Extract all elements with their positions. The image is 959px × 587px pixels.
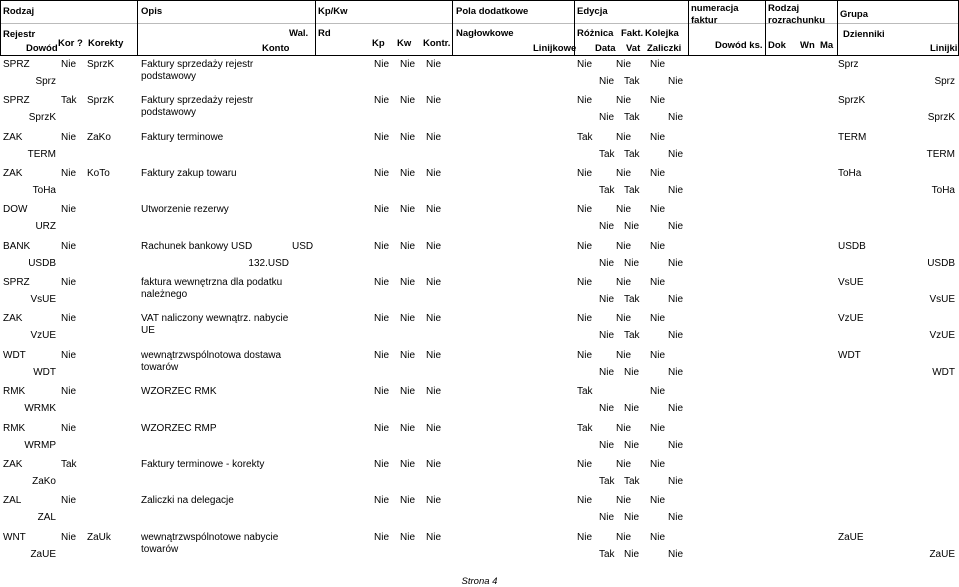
- cell-kontr: Nie: [426, 240, 442, 252]
- cell-kp: Nie: [374, 168, 390, 180]
- header-rozrachunku: rozrachunku: [768, 15, 826, 26]
- cell-edycja-fakt: Nie: [616, 277, 632, 289]
- table-row: [0, 239, 959, 275]
- cell-edycja-fakt: Nie: [616, 95, 632, 107]
- cell-kontr: Nie: [426, 458, 442, 470]
- cell-edycja-zaliczki: Nie: [668, 403, 684, 415]
- cell-dowod: ZAL: [37, 512, 56, 524]
- cell-opis: Faktury terminowe: [141, 131, 224, 143]
- header-divider: [688, 0, 689, 56]
- cell-edycja-zaliczki: Nie: [668, 330, 684, 342]
- cell-edycja-vat: Tak: [624, 294, 640, 306]
- cell-edycja-roznica: Nie: [577, 458, 593, 470]
- header-vat: Vat: [626, 43, 641, 54]
- cell-kor: Nie: [61, 131, 77, 143]
- header-dowod: Dowód: [26, 43, 58, 54]
- cell-korekty: ZaUk: [87, 531, 111, 543]
- table-row: [0, 93, 959, 129]
- cell-kontr: Nie: [426, 313, 442, 325]
- cell-kor: Nie: [61, 204, 77, 216]
- cell-edycja-vat: Tak: [624, 330, 640, 342]
- header-wal: Wal.: [289, 28, 309, 39]
- header-naglowkowe: Nagłowkowe: [456, 28, 514, 39]
- cell-grupa: TERM: [838, 131, 867, 143]
- cell-kp: Nie: [374, 349, 390, 361]
- cell-edycja-vat: Tak: [624, 185, 640, 197]
- cell-kp: Nie: [374, 240, 390, 252]
- cell-rodzaj: SPRZ: [3, 59, 30, 70]
- cell-edycja-roznica: Tak: [577, 386, 593, 398]
- cell-kw: Nie: [400, 95, 416, 107]
- table-row: [0, 275, 959, 311]
- page-number: Strona 4: [461, 576, 498, 587]
- cell-kw: Nie: [400, 531, 416, 543]
- header-kolejka: Kolejka: [645, 28, 679, 39]
- cell-rodzaj: RMK: [3, 386, 26, 398]
- cell-edycja-data: Nie: [599, 366, 615, 378]
- cell-linijki: VzUE: [929, 330, 955, 342]
- cell-kw: Nie: [400, 313, 416, 325]
- cell-linijki: ToHa: [931, 185, 955, 197]
- cell-korekty: SprzK: [87, 59, 115, 70]
- cell-grupa: USDB: [838, 240, 866, 252]
- header-divider: [765, 0, 766, 56]
- table-row: [0, 493, 959, 529]
- cell-edycja-data: Nie: [599, 257, 615, 269]
- cell-edycja-zaliczki: Nie: [668, 76, 684, 87]
- cell-linijki: VsUE: [929, 294, 955, 306]
- cell-edycja-kolejka: Nie: [650, 131, 666, 143]
- cell-edycja-zaliczki: Nie: [668, 257, 684, 269]
- cell-opis: WZORZEC RMP: [141, 422, 217, 434]
- header-edycja: Edycja: [577, 6, 608, 17]
- cell-opis-2: towarów: [141, 361, 179, 373]
- cell-edycja-kolejka: Nie: [650, 59, 666, 70]
- header-divider: [315, 0, 316, 56]
- header-kpkw: Kp/Kw: [318, 6, 348, 17]
- cell-dowod: ToHa: [32, 185, 56, 197]
- cell-dowod: WDT: [33, 366, 56, 378]
- cell-edycja-zaliczki: Nie: [668, 475, 684, 487]
- cell-edycja-data: Tak: [599, 185, 615, 197]
- cell-dowod: VzUE: [30, 330, 56, 342]
- cell-linijki: WDT: [932, 366, 955, 378]
- cell-edycja-fakt: Nie: [616, 131, 632, 143]
- cell-edycja-vat: Nie: [624, 439, 640, 451]
- header-divider: [137, 0, 138, 56]
- cell-kor: Tak: [61, 95, 77, 107]
- cell-dowod: VsUE: [30, 294, 56, 306]
- cell-edycja-vat: Tak: [624, 112, 640, 124]
- cell-opis: faktura wewnętrzna dla podatku: [141, 277, 283, 289]
- cell-rodzaj: WNT: [3, 531, 26, 543]
- cell-opis: VAT naliczony wewnątrz. nabycie: [141, 313, 289, 325]
- cell-opis: wewnątrzwspólnotowe nabycie: [141, 531, 279, 543]
- cell-linijki: SprzK: [927, 112, 955, 124]
- cell-edycja-fakt: Nie: [616, 313, 632, 325]
- cell-edycja-fakt: Nie: [616, 349, 632, 361]
- cell-opis: Zaliczki na delegacje: [141, 495, 234, 507]
- header-kontr: Kontr.: [423, 38, 451, 49]
- table-row: [0, 166, 959, 202]
- header-data: Data: [595, 43, 616, 54]
- cell-edycja-fakt: Nie: [616, 240, 632, 252]
- header-bottom-rule: [0, 55, 959, 56]
- table-row: [0, 384, 959, 420]
- header-rd: Rd: [318, 28, 331, 39]
- cell-linijki: TERM: [926, 148, 955, 160]
- cell-edycja-fakt: Nie: [616, 495, 632, 507]
- cell-opis-2: podstawowy: [141, 107, 197, 119]
- cell-dowod: SprzK: [28, 112, 56, 124]
- cell-kp: Nie: [374, 495, 390, 507]
- cell-edycja-fakt: Nie: [616, 531, 632, 543]
- cell-kor: Nie: [61, 168, 77, 180]
- cell-kontr: Nie: [426, 204, 442, 216]
- cell-kontr: Nie: [426, 531, 442, 543]
- header-rodzaj: Rodzaj: [3, 6, 35, 17]
- cell-edycja-roznica: Nie: [577, 277, 593, 289]
- table-row: [0, 421, 959, 457]
- cell-kor: Nie: [61, 422, 77, 434]
- cell-kw: Nie: [400, 495, 416, 507]
- table-header: [0, 0, 959, 56]
- cell-opis-2: towarów: [141, 543, 179, 555]
- cell-edycja-fakt: Nie: [616, 422, 632, 434]
- cell-dowod: ZaUE: [30, 548, 56, 560]
- table-row: [0, 130, 959, 166]
- cell-kp: Nie: [374, 531, 390, 543]
- cell-kontr: Nie: [426, 495, 442, 507]
- cell-opis: wewnątrzwspólnotowa dostawa: [141, 349, 282, 361]
- cell-edycja-zaliczki: Nie: [668, 548, 684, 560]
- cell-rodzaj: ZAK: [3, 313, 23, 325]
- cell-edycja-kolejka: Nie: [650, 386, 666, 398]
- header-faktur: faktur: [691, 15, 718, 26]
- cell-edycja-roznica: Nie: [577, 59, 593, 70]
- header-zaliczki: Zaliczki: [647, 43, 682, 54]
- cell-edycja-zaliczki: Nie: [668, 221, 684, 233]
- cell-kw: Nie: [400, 59, 416, 70]
- cell-kp: Nie: [374, 204, 390, 216]
- cell-opis: Faktury sprzedaży rejestr: [141, 95, 254, 107]
- header-roznica: Różnica: [577, 28, 614, 39]
- cell-edycja-roznica: Nie: [577, 531, 593, 543]
- cell-kp: Nie: [374, 313, 390, 325]
- header-fakt: Fakt.: [621, 28, 644, 39]
- cell-edycja-fakt: Nie: [616, 204, 632, 216]
- header-dok: Dok: [768, 40, 786, 51]
- cell-konto: 132.USD: [248, 257, 289, 269]
- header-rejestr: Rejestr: [3, 29, 36, 40]
- cell-edycja-vat: Tak: [624, 475, 640, 487]
- cell-edycja-vat: Tak: [624, 76, 640, 87]
- cell-kw: Nie: [400, 204, 416, 216]
- cell-kor: Nie: [61, 531, 77, 543]
- cell-linijki: ZaUE: [929, 548, 955, 560]
- cell-korekty: KoTo: [87, 168, 110, 180]
- cell-opis: Rachunek bankowy USD: [141, 240, 253, 252]
- table-row: [0, 57, 959, 93]
- table-row: [0, 530, 959, 566]
- cell-kor: Nie: [61, 349, 77, 361]
- cell-edycja-roznica: Nie: [577, 168, 593, 180]
- cell-edycja-vat: Nie: [624, 548, 640, 560]
- cell-kp: Nie: [374, 386, 390, 398]
- header-linijkowe: Linijkowe: [533, 43, 577, 54]
- cell-edycja-kolejka: Nie: [650, 349, 666, 361]
- cell-rodzaj: ZAK: [3, 131, 23, 143]
- cell-kw: Nie: [400, 458, 416, 470]
- cell-opis: WZORZEC RMK: [141, 386, 217, 398]
- cell-edycja-fakt: Nie: [616, 168, 632, 180]
- cell-edycja-data: Nie: [599, 330, 615, 342]
- cell-edycja-kolejka: Nie: [650, 458, 666, 470]
- cell-edycja-kolejka: Nie: [650, 495, 666, 507]
- header-top-rule: [0, 0, 959, 1]
- cell-edycja-kolejka: Nie: [650, 95, 666, 107]
- cell-korekty: SprzK: [87, 95, 115, 107]
- cell-edycja-roznica: Nie: [577, 495, 593, 507]
- cell-rodzaj: SPRZ: [3, 95, 30, 107]
- header-dowod-ks: Dowód ks.: [715, 40, 763, 51]
- cell-edycja-data: Nie: [599, 221, 615, 233]
- header-linijki: Linijki: [930, 43, 958, 54]
- cell-grupa: VzUE: [838, 313, 864, 325]
- cell-edycja-roznica: Tak: [577, 131, 593, 143]
- cell-kw: Nie: [400, 277, 416, 289]
- cell-grupa: SprzK: [838, 95, 866, 107]
- header-konto: Konto: [262, 43, 290, 54]
- cell-kontr: Nie: [426, 386, 442, 398]
- cell-edycja-zaliczki: Nie: [668, 148, 684, 160]
- cell-edycja-roznica: Nie: [577, 349, 593, 361]
- cell-opis: Utworzenie rezerwy: [141, 204, 229, 216]
- cell-kp: Nie: [374, 458, 390, 470]
- cell-kp: Nie: [374, 277, 390, 289]
- table-row: [0, 311, 959, 347]
- header-pola-dodatkowe: Pola dodatkowe: [456, 6, 529, 17]
- cell-kp: Nie: [374, 131, 390, 143]
- cell-dowod: TERM: [27, 148, 56, 160]
- cell-edycja-data: Nie: [599, 76, 615, 87]
- cell-kp: Nie: [374, 59, 390, 70]
- cell-opis-2: należnego: [141, 289, 188, 301]
- cell-edycja-vat: Nie: [624, 257, 640, 269]
- cell-grupa: Sprz: [838, 59, 859, 70]
- cell-rodzaj: WDT: [3, 349, 26, 361]
- cell-edycja-data: Nie: [599, 112, 615, 124]
- cell-kor: Nie: [61, 59, 77, 70]
- cell-kp: Nie: [374, 95, 390, 107]
- cell-edycja-data: Nie: [599, 439, 615, 451]
- cell-kontr: Nie: [426, 59, 442, 70]
- cell-edycja-vat: Nie: [624, 221, 640, 233]
- cell-kontr: Nie: [426, 349, 442, 361]
- cell-edycja-data: Tak: [599, 475, 615, 487]
- cell-kw: Nie: [400, 131, 416, 143]
- cell-edycja-kolejka: Nie: [650, 204, 666, 216]
- cell-rodzaj: BANK: [3, 240, 31, 252]
- table-row: [0, 202, 959, 238]
- cell-kor: Nie: [61, 240, 77, 252]
- cell-rodzaj: RMK: [3, 422, 26, 434]
- cell-kw: Nie: [400, 386, 416, 398]
- cell-korekty: ZaKo: [87, 131, 111, 143]
- cell-kw: Nie: [400, 240, 416, 252]
- header-dzienniki: Dzienniki: [843, 29, 885, 40]
- cell-rodzaj: ZAL: [3, 495, 22, 507]
- cell-edycja-fakt: Nie: [616, 458, 632, 470]
- cell-kontr: Nie: [426, 131, 442, 143]
- cell-edycja-vat: Nie: [624, 366, 640, 378]
- cell-edycja-zaliczki: Nie: [668, 439, 684, 451]
- cell-grupa: ToHa: [838, 168, 862, 180]
- cell-wal: USD: [292, 240, 314, 252]
- cell-edycja-zaliczki: Nie: [668, 112, 684, 124]
- cell-grupa: VsUE: [838, 277, 864, 289]
- cell-kontr: Nie: [426, 95, 442, 107]
- cell-kw: Nie: [400, 422, 416, 434]
- cell-edycja-kolejka: Nie: [650, 531, 666, 543]
- cell-edycja-zaliczki: Nie: [668, 512, 684, 524]
- cell-kw: Nie: [400, 349, 416, 361]
- cell-edycja-zaliczki: Nie: [668, 294, 684, 306]
- header-divider: [452, 0, 453, 56]
- cell-edycja-data: Tak: [599, 148, 615, 160]
- cell-opis-2: podstawowy: [141, 71, 197, 82]
- cell-rodzaj: DOW: [3, 204, 28, 216]
- cell-edycja-kolejka: Nie: [650, 277, 666, 289]
- header-grupa: Grupa: [840, 9, 868, 20]
- cell-kor: Nie: [61, 495, 77, 507]
- cell-opis: Faktury sprzedaży rejestr: [141, 59, 254, 70]
- cell-dowod: WRMK: [24, 403, 56, 415]
- cell-edycja-data: Nie: [599, 294, 615, 306]
- cell-opis-2: UE: [141, 325, 155, 337]
- cell-edycja-vat: Nie: [624, 403, 640, 415]
- cell-edycja-fakt: Nie: [616, 59, 632, 70]
- cell-rodzaj: SPRZ: [3, 277, 30, 289]
- cell-dowod: Sprz: [35, 76, 56, 87]
- cell-opis: Faktury zakup towaru: [141, 168, 237, 180]
- cell-edycja-vat: Nie: [624, 512, 640, 524]
- cell-grupa: ZaUE: [838, 531, 864, 543]
- cell-dowod: USDB: [28, 257, 56, 269]
- cell-linijki: USDB: [927, 257, 955, 269]
- cell-grupa: WDT: [838, 349, 861, 361]
- cell-dowod: ZaKo: [32, 475, 56, 487]
- cell-rodzaj: ZAK: [3, 168, 23, 180]
- cell-kor: Nie: [61, 313, 77, 325]
- cell-kor: Tak: [61, 458, 77, 470]
- cell-edycja-data: Nie: [599, 512, 615, 524]
- header-opis: Opis: [141, 6, 163, 17]
- cell-edycja-vat: Tak: [624, 148, 640, 160]
- cell-dowod: URZ: [35, 221, 56, 233]
- table-row: [0, 457, 959, 493]
- cell-linijki: Sprz: [934, 76, 955, 87]
- cell-edycja-kolejka: Nie: [650, 313, 666, 325]
- cell-kontr: Nie: [426, 277, 442, 289]
- cell-kw: Nie: [400, 168, 416, 180]
- cell-rodzaj: ZAK: [3, 458, 23, 470]
- header-kor: Kor ?: [58, 38, 83, 49]
- cell-edycja-roznica: Nie: [577, 95, 593, 107]
- cell-opis: Faktury terminowe - korekty: [141, 458, 265, 470]
- cell-edycja-roznica: Tak: [577, 422, 593, 434]
- cell-edycja-roznica: Nie: [577, 313, 593, 325]
- cell-edycja-kolejka: Nie: [650, 240, 666, 252]
- header-numeracja: numeracja: [691, 3, 739, 14]
- header-divider: [837, 0, 838, 56]
- cell-edycja-roznica: Nie: [577, 204, 593, 216]
- cell-edycja-data: Tak: [599, 548, 615, 560]
- cell-kor: Nie: [61, 386, 77, 398]
- header-ma: Ma: [820, 40, 834, 51]
- header-kp: Kp: [372, 38, 385, 49]
- cell-edycja-kolejka: Nie: [650, 168, 666, 180]
- header-wn: Wn: [800, 40, 815, 51]
- header-rodzaj-rozrachunku: Rodzaj: [768, 3, 800, 14]
- cell-edycja-zaliczki: Nie: [668, 185, 684, 197]
- cell-kontr: Nie: [426, 422, 442, 434]
- cell-kp: Nie: [374, 422, 390, 434]
- cell-dowod: WRMP: [24, 439, 56, 451]
- cell-kor: Nie: [61, 277, 77, 289]
- header-korekty: Korekty: [88, 38, 124, 49]
- cell-kontr: Nie: [426, 168, 442, 180]
- table-row: [0, 348, 959, 384]
- cell-edycja-data: Nie: [599, 403, 615, 415]
- cell-edycja-zaliczki: Nie: [668, 366, 684, 378]
- cell-edycja-roznica: Nie: [577, 240, 593, 252]
- cell-edycja-kolejka: Nie: [650, 422, 666, 434]
- header-divider: [0, 0, 1, 56]
- header-kw: Kw: [397, 38, 412, 49]
